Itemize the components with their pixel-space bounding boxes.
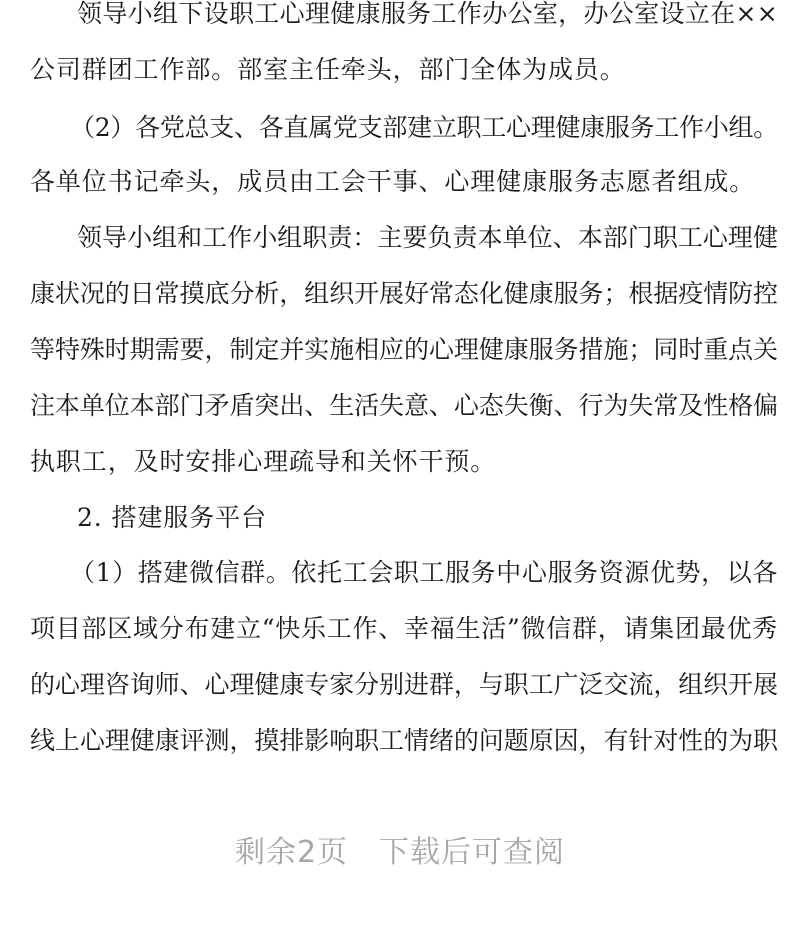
text-line-content: 执职工，及时安排心理疏导和关怀干预。	[30, 447, 497, 476]
text-line	[0, 274, 800, 314]
text-line	[0, 218, 800, 258]
text-line-content: 康状况的日常摸底分析，组织开展好常态化健康服务；根据疫情防控	[30, 279, 778, 308]
remaining-pages-notice[interactable]: 剩余2页 下载后可查阅	[234, 835, 566, 870]
text-line-content: 线上心理健康评测，摸排影响职工情绪的问题原因，有针对性的为职	[30, 726, 778, 755]
text-line-content: 领导小组和工作小组职责：主要负责本单位、本部门职工心理健	[77, 223, 778, 252]
text-line	[0, 721, 800, 761]
text-line	[0, 553, 800, 593]
text-line	[0, 108, 800, 148]
text-line-content: 等特殊时期需要，制定并实施相应的心理健康服务措施；同时重点关	[30, 335, 778, 364]
section-heading	[0, 498, 800, 538]
text-line-content: （2）各党总支、各直属党支部建立职工心理健康服务工作小组。	[70, 113, 778, 142]
text-line-content: 公司群团工作部。部室主任牵头，部门全体为成员。	[30, 55, 626, 84]
text-line-content: 各单位书记牵头，成员由工会干事、心理健康服务志愿者组成。	[30, 167, 756, 196]
text-line-content: 项目部区域分布建立“快乐工作、幸福生活”微信群，请集团最优秀	[30, 614, 778, 643]
text-line-content: 的心理咨询师、心理健康专家分别进群，与职工广泛交流，组织开展	[30, 670, 778, 699]
text-line	[0, 609, 800, 649]
text-line	[0, 386, 800, 426]
text-line	[0, 665, 800, 705]
text-line-content: （1）搭建微信群。依托工会职工服务中心服务资源优势，以各	[70, 558, 778, 587]
text-line	[0, 330, 800, 370]
text-line	[0, 162, 800, 202]
text-line	[0, 50, 800, 90]
section-heading-text: 2. 搭建服务平台	[77, 503, 267, 532]
text-line-content: 领导小组下设职工心理健康服务工作办公室，办公室设立在××	[77, 0, 778, 28]
text-line	[0, 0, 800, 34]
text-line	[0, 442, 800, 482]
text-line-content: 注本单位本部门矛盾突出、生活失意、心态失衡、行为失常及性格偏	[30, 391, 778, 420]
